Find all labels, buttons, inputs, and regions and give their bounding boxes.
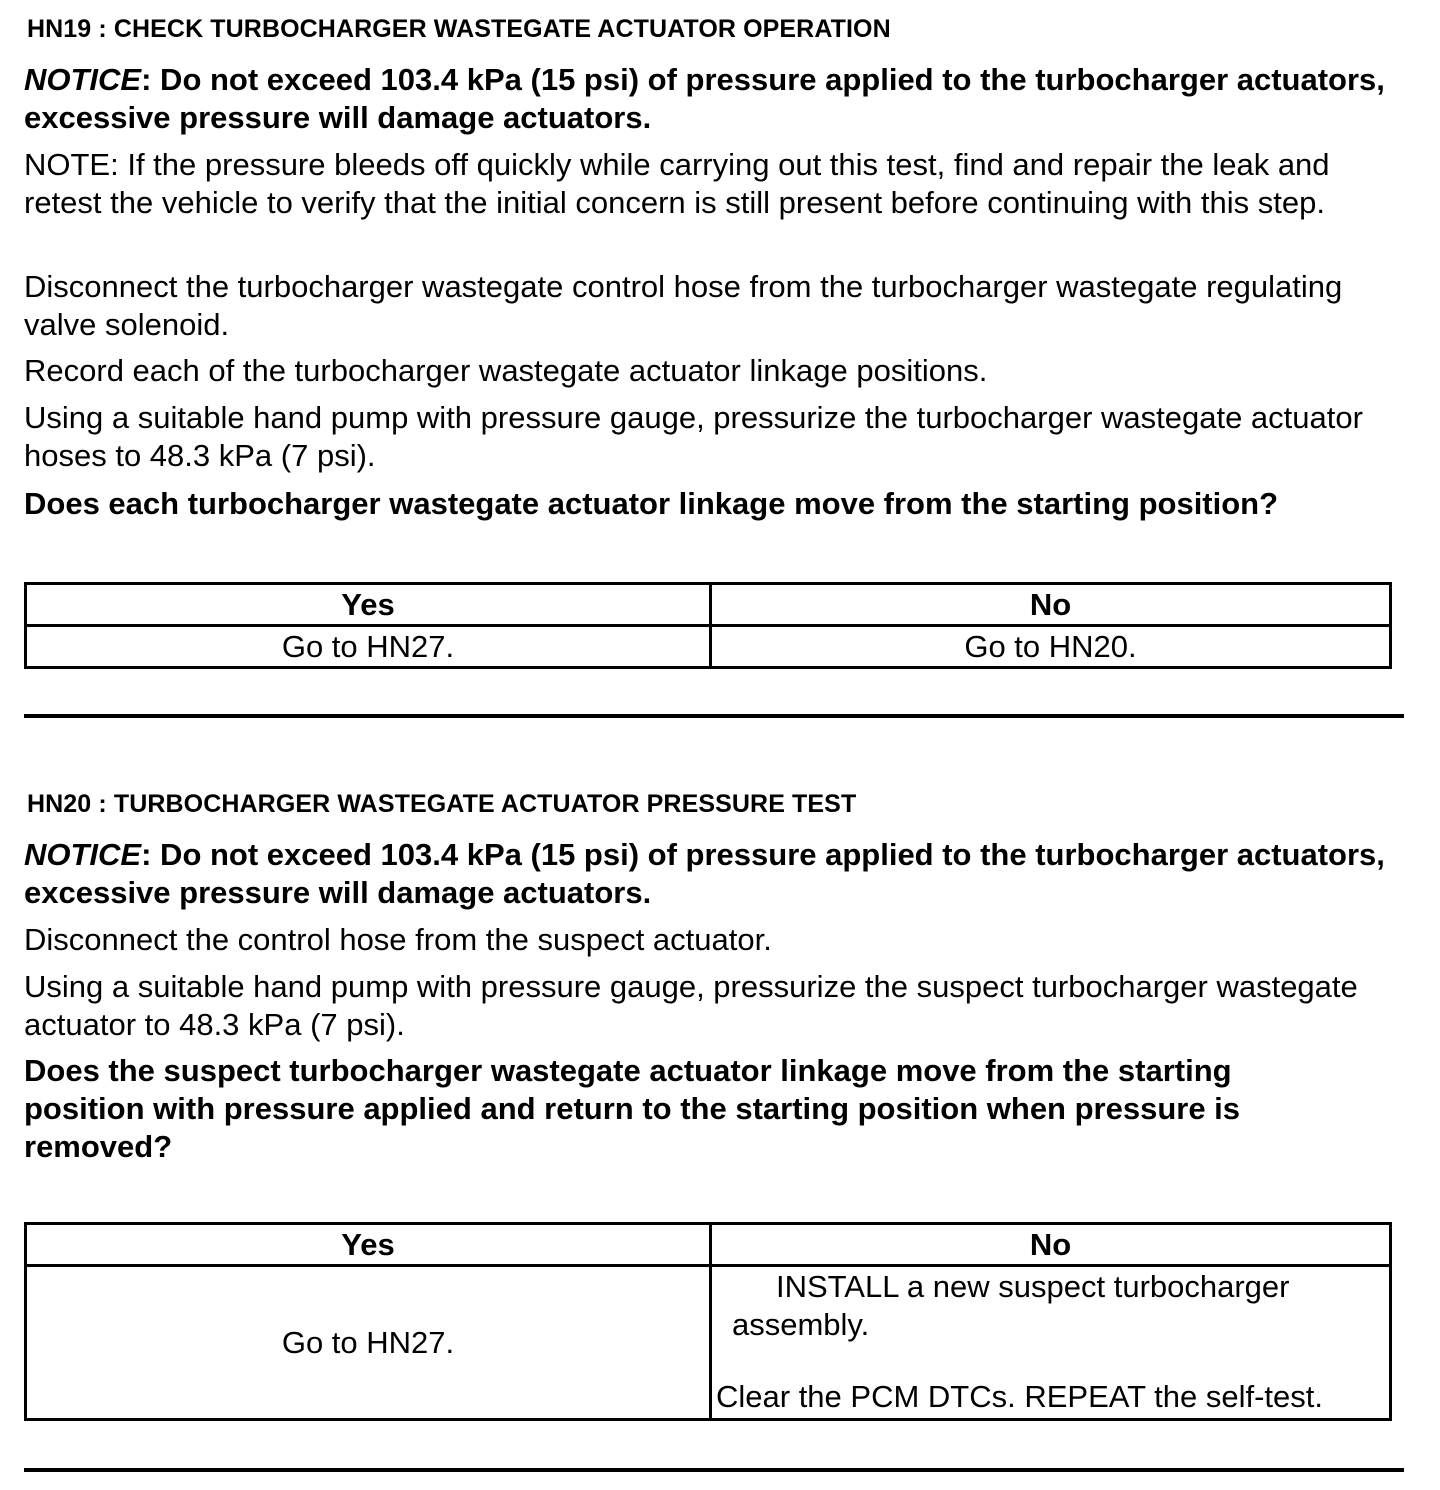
instruction-paragraph: Using a suitable hand pump with pressure gauge, pressurize the turbocharger wastegate actuator hoses to 48.3 kPa (7 psi).	[24, 400, 1363, 473]
instruction-paragraph: Record each of the turbocharger wastegate actuator linkage positions.	[24, 353, 988, 388]
notice-text: : Do not exceed 103.4 kPa (15 psi) of pressure applied to the turbocharger actuators, excessive pressure will damage actuators.	[24, 62, 1385, 135]
decision-table-hn20	[24, 1222, 1392, 1421]
no-header: No	[711, 1224, 1391, 1266]
step-heading-hn20: HN20 : TURBOCHARGER WASTEGATE ACTUATOR PRESSURE TEST	[27, 790, 857, 818]
instruction-paragraph: Using a suitable hand pump with pressure gauge, pressurize the suspect turbocharger wastegate actuator to 48.3 kPa (7 psi).	[24, 969, 1358, 1042]
step-question: Does each turbocharger wastegate actuator linkage move from the starting position?	[24, 486, 1279, 521]
notice-text: : Do not exceed 103.4 kPa (15 psi) of pressure applied to the turbocharger actuators, excessive pressure will damage actuators.	[24, 837, 1385, 910]
yes-action: Go to HN27.	[26, 1266, 711, 1420]
notice-label: NOTICE	[24, 62, 142, 97]
instruction-paragraph: Disconnect the turbocharger wastegate control hose from the turbocharger wastegate regulating valve solenoid.	[24, 269, 1343, 342]
section-divider	[24, 1468, 1404, 1472]
notice-label: NOTICE	[24, 837, 142, 872]
no-header: No	[711, 584, 1391, 626]
notice-hn19	[24, 61, 1404, 137]
step-heading-hn19: HN19 : CHECK TURBOCHARGER WASTEGATE ACTUATOR OPERATION	[27, 15, 891, 43]
yes-action: Go to HN27.	[26, 626, 711, 668]
instruction-paragraph: Disconnect the control hose from the suspect actuator.	[24, 922, 772, 957]
note-paragraph: NOTE: If the pressure bleeds off quickly while carrying out this test, find and repair the leak and retest the vehicle to verify that the initial concern is still present before continuing with this step.	[24, 147, 1330, 220]
no-action: Go to HN20.	[711, 626, 1391, 668]
no-action-line: Clear the PCM DTCs. REPEAT the self-test.	[716, 1379, 1323, 1414]
notice-hn20	[24, 836, 1404, 912]
no-action-line: INSTALL a new suspect turbocharger	[776, 1269, 1290, 1304]
yes-header: Yes	[26, 584, 711, 626]
no-action	[711, 1266, 1391, 1420]
yes-header: Yes	[26, 1224, 711, 1266]
section-divider	[24, 714, 1404, 718]
no-action-line: assembly.	[732, 1307, 870, 1342]
step-question: Does the suspect turbocharger wastegate actuator linkage move from the starting position with pressure applied and return to the starting position when pressure is removed?	[24, 1053, 1241, 1164]
decision-table-hn19	[24, 582, 1392, 669]
